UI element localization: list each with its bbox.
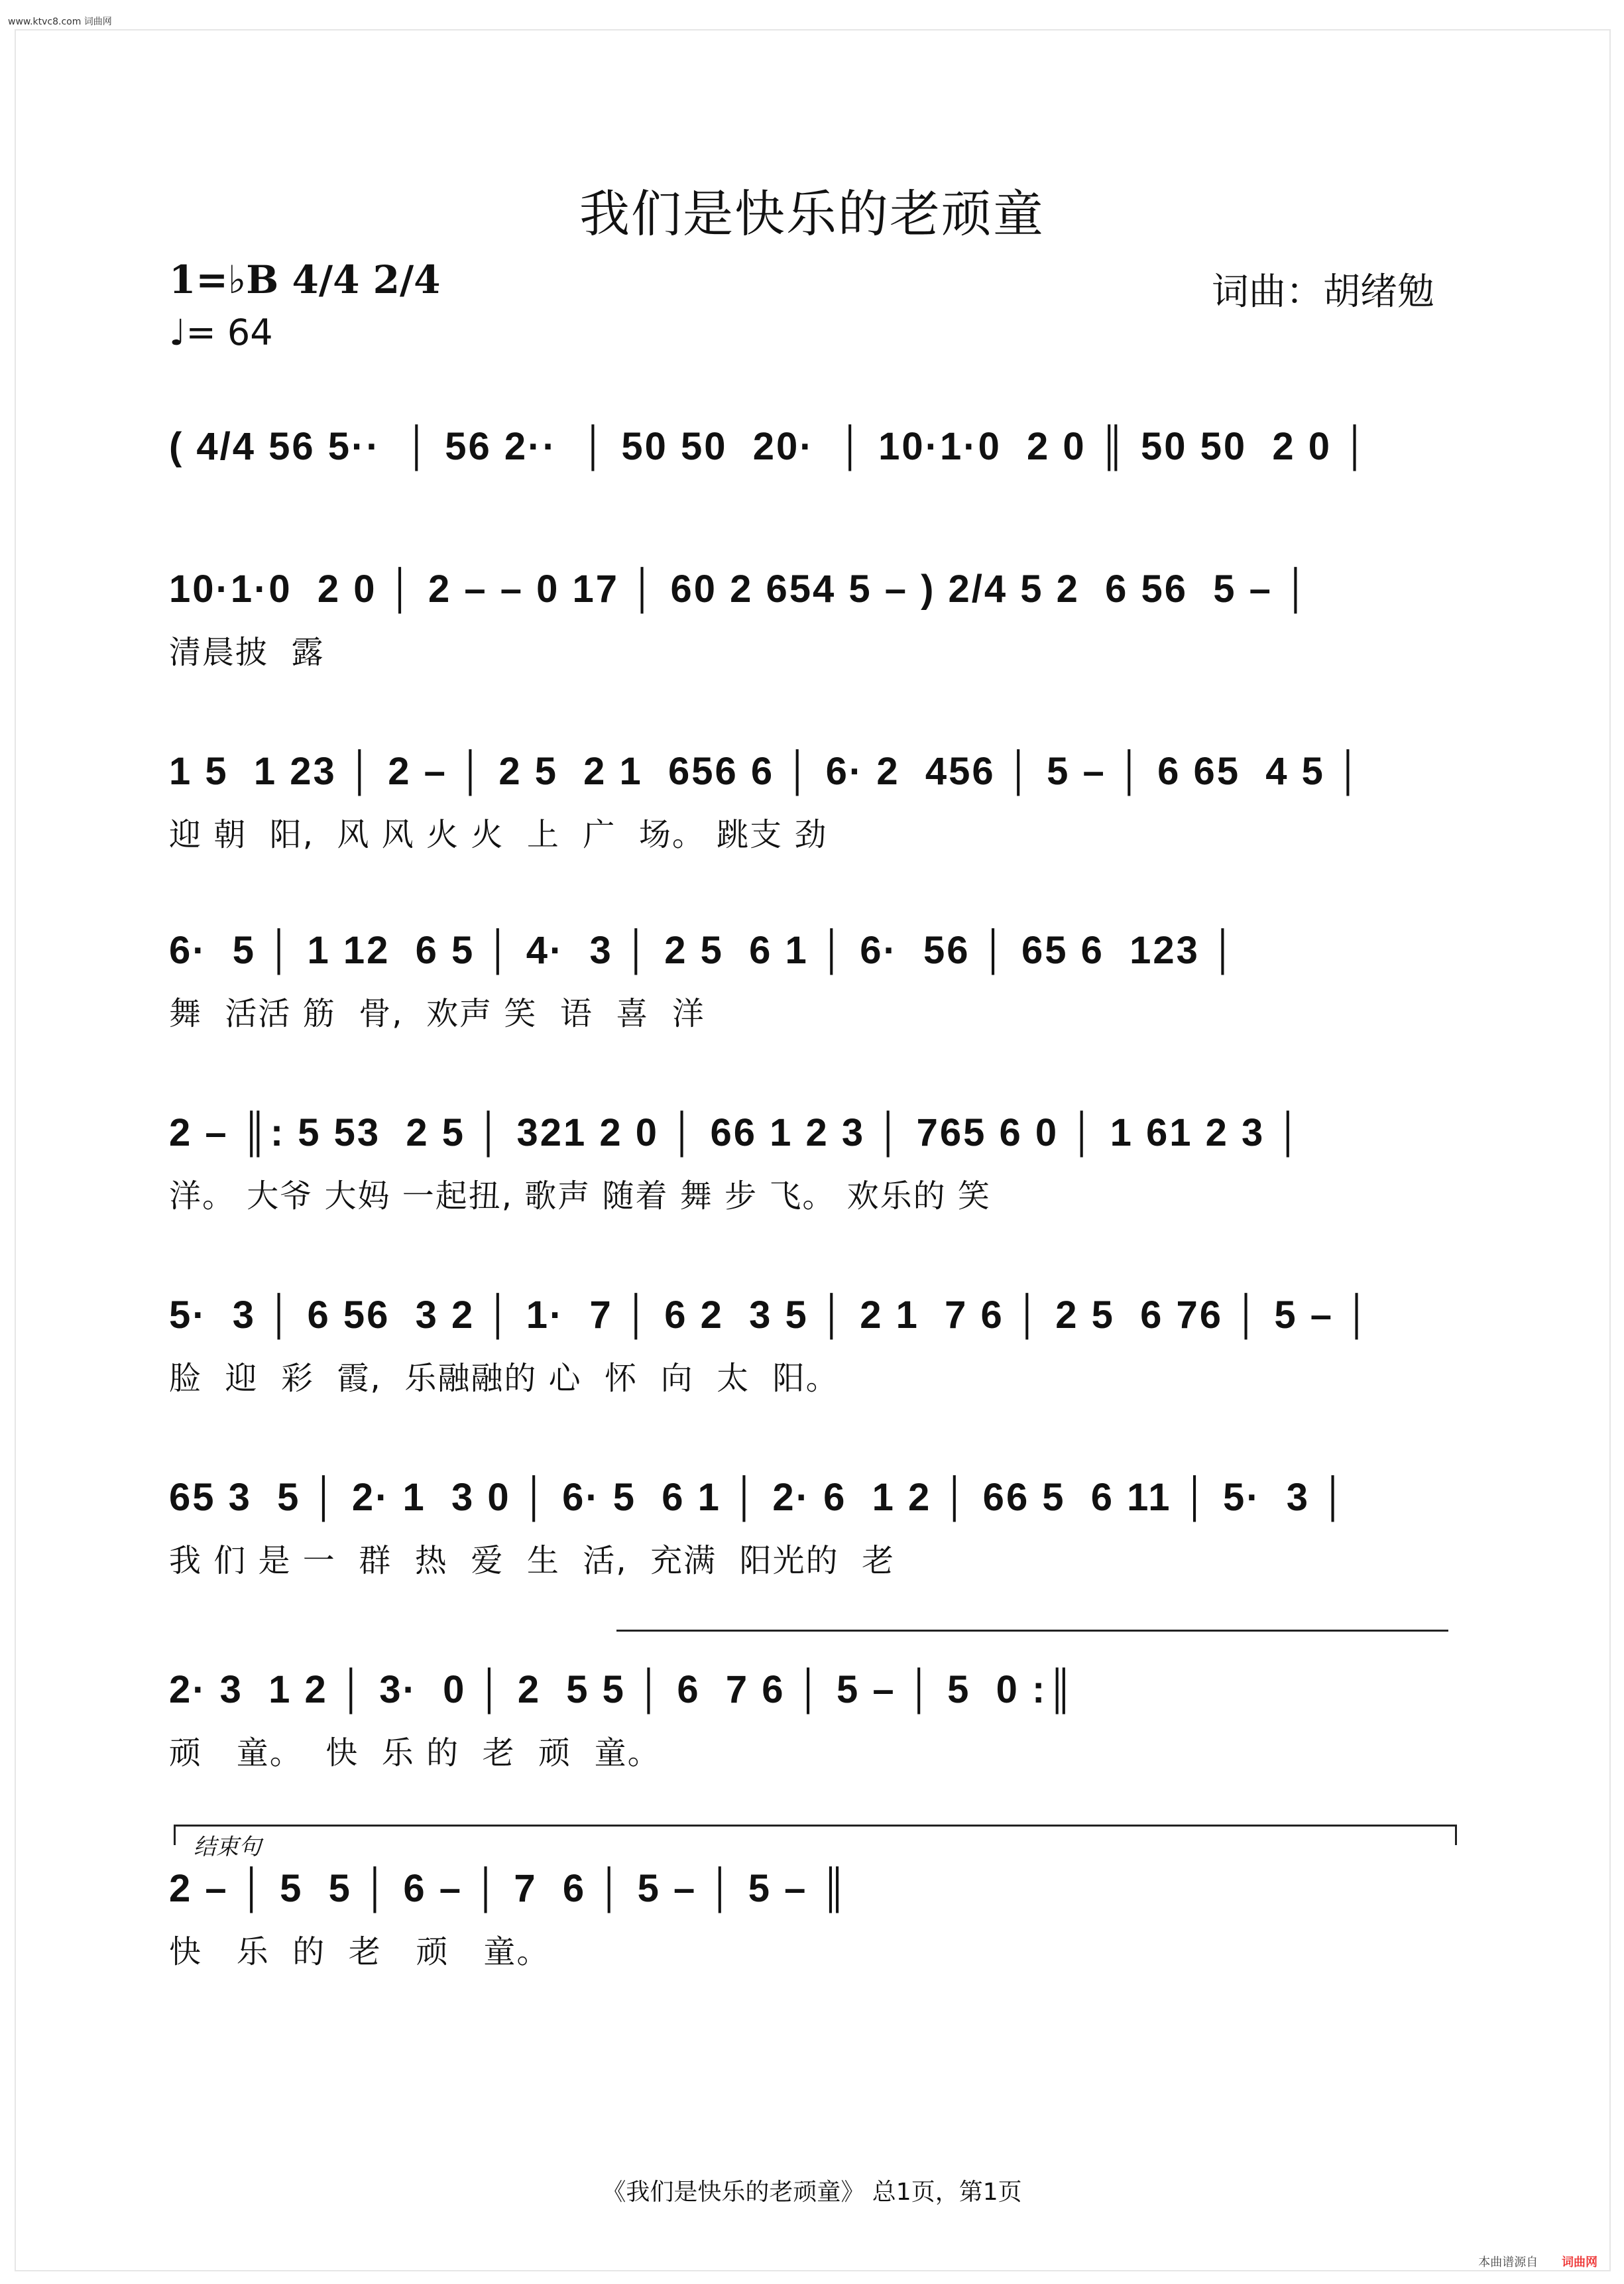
notation: 5· 3 │ 6 56 3 2 │ 1· 7 │ 6 2 3 5 │ 2 1 7 6 │ 2 5 6 76 │ 5 – │ <box>169 1293 1373 1337</box>
key-signature: 1=♭B 4/4 2/4 <box>169 257 441 302</box>
score-line <box>169 928 1465 1061</box>
notation: 10·1·0 2 0 │ 2 – – 0 17 │ 60 2 654 5 – ) 2/4 5 2 6 56 5 – │ <box>169 568 1312 611</box>
ending-bracket <box>174 1825 1457 1845</box>
score-line <box>169 1667 1465 1800</box>
song-title: 我们是快乐的老顽童 <box>579 184 1045 243</box>
notation: 2 – │ 5 5 │ 6 – │ 7 6 │ 5 – │ 5 – ║ <box>169 1867 850 1910</box>
watermark <box>1478 2253 1597 2270</box>
score-line <box>169 424 1465 557</box>
lyrics: 舞 活活 筋 骨, 欢声 笑 语 喜 洋 <box>169 995 705 1032</box>
notation: 2 – ║: 5 53 2 5 │ 321 2 0 │ 66 1 2 3 │ 765 6 0 │ 1 61 2 3 │ <box>169 1111 1304 1154</box>
site-header: www.ktvc8.com 词曲网 <box>8 17 112 27</box>
score-line <box>169 1111 1465 1243</box>
tempo-marking: ♩= 64 <box>169 312 273 353</box>
lyrics: 清晨披 露 <box>169 634 325 671</box>
score-line <box>169 567 1465 699</box>
coda-bracket <box>616 1630 1448 1646</box>
notation: 1 5 1 23 │ 2 – │ 2 5 2 1 656 6 │ 6· 2 456 │ 5 – │ 6 65 4 5 │ <box>169 750 1364 793</box>
credit: 词曲：胡绪勉 <box>1212 270 1434 314</box>
score-line <box>169 1293 1465 1425</box>
lyrics: 迎 朝 阳, 风 风 火 火 上 广 场。 跳支 劲 <box>169 816 828 853</box>
score-line <box>169 1475 1465 1608</box>
notation: 2· 3 1 2 │ 3· 0 │ 2 5 5 │ 6 7 6 │ 5 – │ 5 0 :║ <box>169 1668 1076 1711</box>
lyrics: 顽 童。 快 乐 的 老 顽 童。 <box>169 1734 661 1772</box>
lyrics: 我 们 是 一 群 热 爱 生 活, 充满 阳光的 老 <box>169 1542 896 1579</box>
page-footer: 《我们是快乐的老顽童》 总1页，第1页 <box>602 2179 1022 2206</box>
lyrics: 脸 迎 彩 霞, 乐融融的 心 怀 向 太 阳。 <box>169 1360 839 1397</box>
score-line <box>169 749 1465 882</box>
notation: ( 4/4 56 5·· │ 56 2·· │ 50 50 20· │ 10·1·0 2 0 ║ 50 50 2 0 │ <box>169 425 1371 468</box>
lyrics: 洋。 大爷 大妈 一起扭, 歌声 随着 舞 步 飞。 欢乐的 笑 <box>169 1177 991 1215</box>
score-line <box>169 1866 1465 1999</box>
lyrics: 快 乐 的 老 顽 童。 <box>169 1933 550 1970</box>
notation: 6· 5 │ 1 12 6 5 │ 4· 3 │ 2 5 6 1 │ 6· 56 │ 65 6 123 │ <box>169 929 1239 972</box>
ending-label: 结束句 <box>194 1834 261 1860</box>
notation: 65 3 5 │ 2· 1 3 0 │ 6· 5 6 1 │ 2· 6 1 2 │ 66 5 6 11 │ 5· 3 │ <box>169 1476 1349 1519</box>
watermark-brand: 词曲网 <box>1562 2255 1597 2269</box>
watermark-text: 本曲谱源自 <box>1478 2255 1538 2269</box>
